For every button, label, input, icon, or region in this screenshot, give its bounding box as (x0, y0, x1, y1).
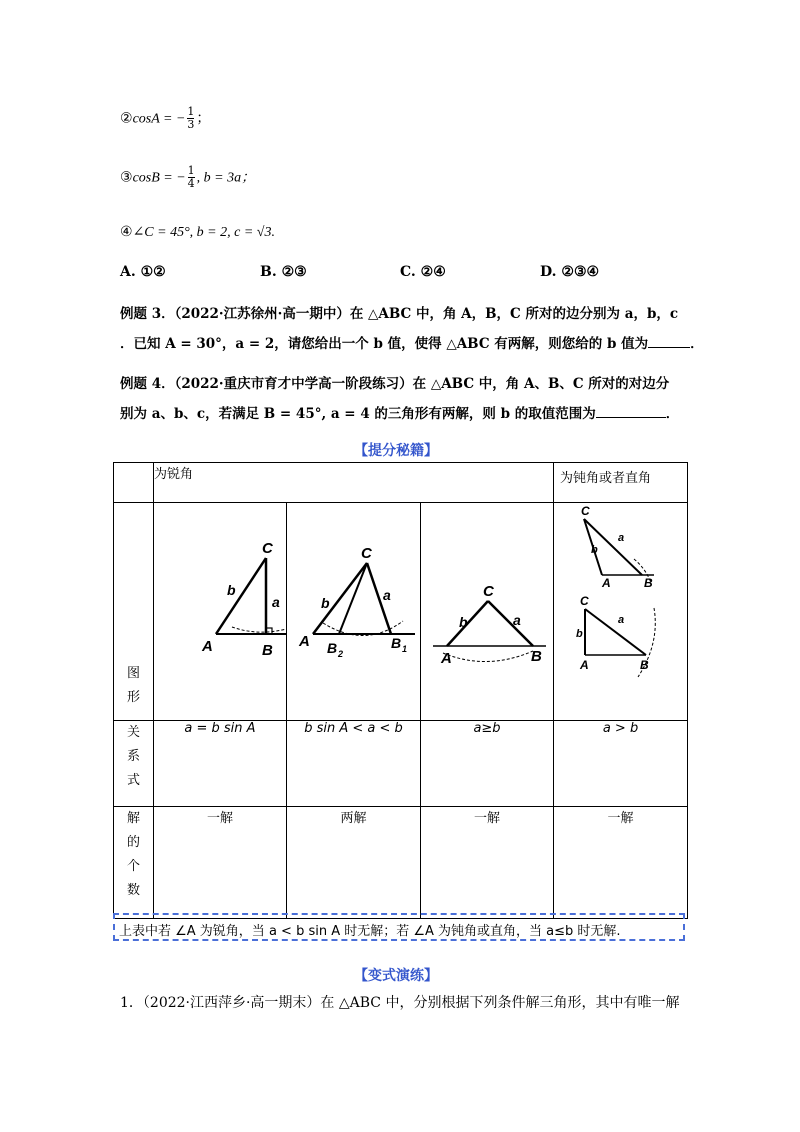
label-a: a (513, 612, 521, 628)
table-relation-row (114, 721, 688, 807)
relation-3: a≥b (421, 721, 554, 807)
relation-1: a = b sin A (154, 721, 287, 807)
label-C: C (262, 540, 273, 557)
label-A: A (299, 633, 310, 650)
section-heading-secrets: 【提分秘籍】 (354, 443, 438, 459)
example-4-text: 别为 a、b、c，若满足 B = 45°, a = 4 的三角形有两解，则 b 的取值范围为 (120, 406, 596, 422)
option-a: A. ①② (120, 264, 166, 280)
label-a: a (272, 594, 280, 610)
label-b: b (227, 582, 236, 598)
item-3-tail: , b = 3a； (196, 170, 256, 186)
item-3-fraction (188, 165, 195, 190)
item-2-lead: cosA = − (132, 111, 186, 127)
row-label-count (114, 807, 154, 919)
item-3-mark: ③ (120, 169, 133, 186)
example-3-end: ． (690, 336, 704, 352)
table-count-row (114, 807, 688, 919)
header-obtuse: 为钝角或者直角 (554, 463, 688, 503)
item-3-lead: cosB = − (132, 170, 186, 186)
item-3-num: 1 (187, 164, 195, 177)
example-3-line-1: 例题 3．（2022·江苏徐州·高一期中）在 △ABC 中，角 A，B，C 所对的边分别为 a，b，c (120, 306, 679, 322)
label-B: B (640, 658, 649, 672)
count-4: 一解 (554, 807, 688, 919)
label-B: B (531, 648, 542, 665)
option-d: D. ②③④ (540, 264, 600, 280)
label-B1: B (391, 635, 402, 651)
relation-2: b sin A < a < b (287, 721, 421, 807)
section-heading-practice: 【变式演练】 (354, 968, 438, 984)
label-a: a (618, 532, 625, 544)
tip-box (113, 913, 685, 941)
label-sub-2: 2 (338, 649, 344, 659)
figure-cell-2 (287, 503, 421, 721)
row-label-figure-text: 图形 (126, 666, 140, 705)
label-C: C (581, 504, 590, 518)
answer-blank[interactable] (596, 403, 666, 418)
practice-question-1: 1．（2022·江西萍乡·高一期末）在 △ABC 中，分别根据下列条件解三角形，其中有唯一解 (120, 995, 680, 1011)
example-3-line-2 (120, 332, 704, 352)
header-acute: 为锐角 (154, 463, 554, 503)
label-C: C (580, 594, 589, 608)
relation-4: a > b (554, 721, 688, 807)
item-2 (120, 106, 210, 132)
item-2-fraction (187, 106, 194, 131)
row-label-count-text: 解的个数 (126, 811, 140, 898)
answer-blank[interactable] (648, 333, 690, 348)
label-sub-1: 1 (402, 644, 408, 654)
option-c: C. ②④ (400, 264, 446, 280)
figure-one-solution (421, 503, 554, 716)
count-1: 一解 (154, 807, 287, 919)
label-A: A (202, 638, 213, 655)
item-3-den: 4 (187, 177, 195, 190)
table-corner (114, 463, 154, 503)
label-b: b (459, 614, 468, 630)
label-a: a (383, 587, 391, 603)
label-B: B (644, 576, 653, 590)
label-A: A (441, 650, 452, 667)
table-header-row (114, 463, 688, 503)
figure-cell-4 (554, 503, 688, 721)
option-b: B. ②③ (260, 264, 307, 280)
label-C: C (483, 583, 494, 600)
label-b: b (321, 595, 330, 611)
row-label-relation-text: 关系式 (126, 725, 140, 788)
tip-text: 上表中若 ∠A 为锐角，当 a < b sin A 时无解；若 ∠A 为钝角或直角，当 a≤b 时无解. (119, 924, 621, 939)
row-label-figure (114, 503, 154, 721)
solution-count-table (113, 462, 688, 919)
example-3-text: ．已知 A = 30°，a = 2，请您给出一个 b 值，使得 △ABC 有两解，则您给的 b 值为 (120, 336, 649, 352)
item-4-text: ∠C = 45°, b = 2, c = √3. (132, 225, 275, 240)
example-4-line-1: 例题 4．（2022·重庆市育才中学高一阶段练习）在 △ABC 中，角 A、B、C 所对的对边分 (120, 376, 670, 392)
label-b: b (576, 628, 583, 640)
figure-cell-1 (154, 503, 287, 721)
item-4 (120, 220, 275, 245)
example-4-end: ． (665, 406, 680, 422)
figure-obtuse-right (554, 503, 688, 716)
item-2-tail: ； (196, 110, 211, 127)
label-A: A (602, 576, 611, 590)
label-b: b (591, 544, 598, 556)
item-3 (120, 165, 255, 191)
label-B: B (262, 642, 273, 659)
label-A: A (580, 658, 589, 672)
label-C: C (361, 545, 372, 562)
item-2-mark: ② (120, 110, 133, 127)
row-label-relation (114, 721, 154, 807)
table-figure-row (114, 503, 688, 721)
example-4-line-2 (120, 402, 679, 422)
figure-right-triangle (154, 503, 287, 716)
count-2: 两解 (287, 807, 421, 919)
figure-two-solutions (287, 503, 421, 716)
label-B2: B (327, 640, 338, 656)
figure-cell-3 (421, 503, 554, 721)
item-2-den: 3 (187, 118, 195, 131)
item-2-num: 1 (187, 105, 195, 118)
count-3: 一解 (421, 807, 554, 919)
label-a: a (618, 614, 625, 626)
item-4-mark: ④ (120, 224, 133, 240)
